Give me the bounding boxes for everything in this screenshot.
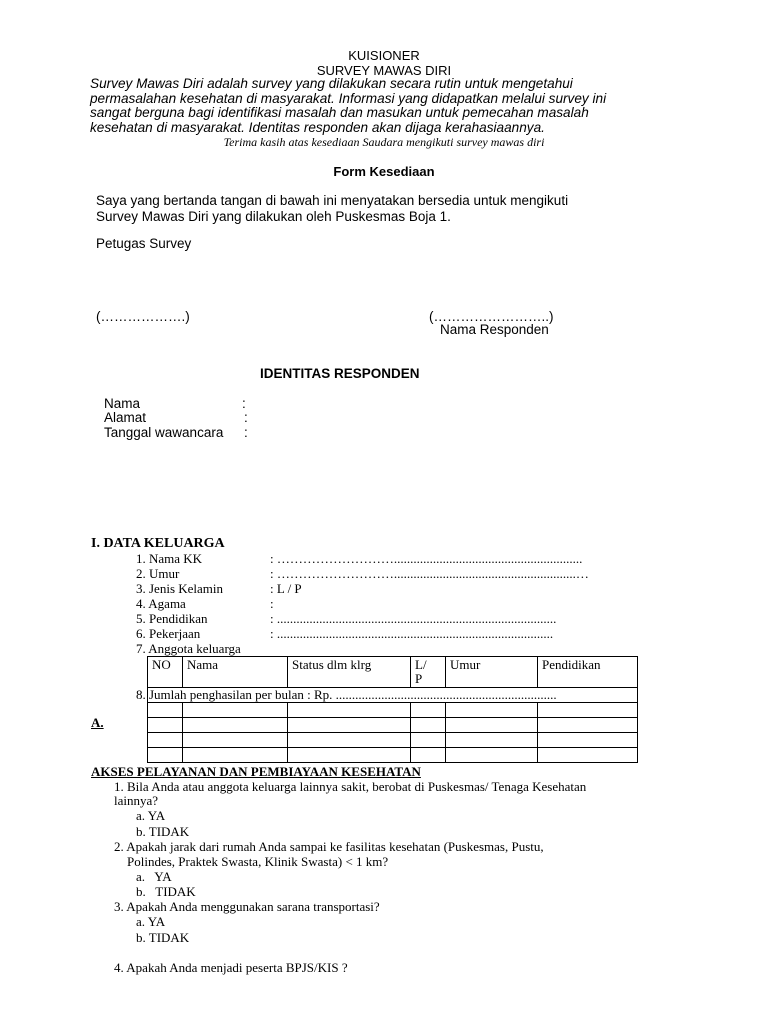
officer-signature-line: (……………….)	[96, 309, 190, 324]
table-cell[interactable]	[288, 733, 411, 748]
family-item-value: : ......................................................................................	[270, 611, 557, 626]
table-cell[interactable]	[183, 748, 288, 763]
column-header-pendidikan: Pendidikan	[538, 657, 638, 688]
family-members-label: 7. Anggota keluarga	[136, 641, 241, 656]
question-3-option-tidak: b. TIDAK	[136, 930, 190, 945]
table-header-row	[148, 657, 638, 688]
table-cell[interactable]	[446, 748, 538, 763]
table-cell[interactable]	[411, 748, 446, 763]
respondent-name-label: Nama Responden	[440, 322, 549, 337]
section-marker: A.	[91, 715, 104, 730]
table-row	[148, 718, 638, 733]
table-cell[interactable]	[411, 703, 446, 718]
consent-heading: Form Kesediaan	[333, 164, 435, 179]
column-header-jk: L/ P	[411, 657, 446, 688]
intro-line: Survey Mawas Diri adalah survey yang dilakukan secara rutin untuk mengetahui	[90, 76, 573, 91]
question-4-line: 4. Apakah Anda menjadi peserta BPJS/KIS ?	[114, 960, 348, 975]
table-row	[148, 733, 638, 748]
thanks-note: Terima kasih atas kesediaan Saudara mengikuti survey mawas diri	[223, 135, 545, 149]
table-cell[interactable]	[411, 733, 446, 748]
question-1-option-ya: a. YA	[136, 808, 166, 823]
family-heading: I. DATA KELUARGA	[91, 536, 225, 551]
family-item-label: 4. Agama	[136, 596, 186, 611]
identity-heading: IDENTITAS RESPONDEN	[260, 366, 420, 381]
consent-statement	[96, 193, 568, 225]
table-cell[interactable]	[538, 703, 638, 718]
table-cell[interactable]	[446, 703, 538, 718]
intro-line: sangat berguna bagi identifikasi masalah dan masukan untuk pemecahan masalah	[90, 105, 589, 120]
family-item-value: : ………………………..........................................................	[270, 551, 583, 566]
question-2-line: Polindes, Praktek Swasta, Klinik Swasta) < 1 km?	[127, 854, 389, 869]
table-cell[interactable]	[446, 718, 538, 733]
consent-line: Survey Mawas Diri yang dilakukan oleh Puskesmas Boja 1.	[96, 209, 451, 224]
intro-line: kesehatan di masyarakat. Identitas responden akan dijaga kerahasiaannya.	[90, 119, 545, 135]
identity-colon: :	[242, 396, 246, 411]
column-header-nama: Nama	[183, 657, 288, 688]
question-2-line: 2. Apakah jarak dari rumah Anda sampai ke fasilitas kesehatan (Puskesmas, Pustu,	[114, 839, 544, 854]
question-1-line: 1. Bila Anda atau anggota keluarga lainnya sakit, berobat di Puskesmas/ Tenaga Kesehatan	[114, 779, 587, 794]
question-1-option-tidak: b. TIDAK	[136, 824, 190, 839]
identity-label-alamat: Alamat	[104, 410, 147, 425]
family-item-label: 6. Pekerjaan	[136, 626, 201, 641]
document-subtitle: SURVEY MAWAS DIRI	[316, 63, 452, 78]
intro-line: permasalahan kesehatan di masyarakat. Informasi yang didapatkan melalui survey ini	[90, 90, 607, 106]
column-header-no: NO	[148, 657, 183, 688]
family-item-value: : .....................................................................................	[270, 626, 554, 641]
family-item-label: 3. Jenis Kelamin	[136, 581, 224, 596]
table-cell[interactable]	[136, 687, 638, 703]
table-cell[interactable]	[148, 703, 183, 718]
family-item-value: :	[270, 596, 274, 611]
family-item-label: 5. Pendidikan	[136, 611, 208, 626]
table-cell[interactable]	[183, 703, 288, 718]
family-item-label: 2. Umur	[136, 566, 180, 581]
intro-paragraph	[90, 77, 606, 135]
column-header-umur: Umur	[446, 657, 538, 688]
table-cell[interactable]	[411, 718, 446, 733]
family-members-table	[136, 656, 638, 763]
table-row	[148, 748, 638, 763]
family-item-value: : ………………………........................................................…	[270, 566, 589, 581]
question-3-line: 3. Apakah Anda menggunakan sarana transportasi?	[114, 899, 380, 914]
table-row	[148, 703, 638, 718]
identity-label-nama: Nama	[104, 396, 141, 411]
question-1-line: lainnya?	[114, 793, 159, 808]
question-2-option-tidak: b. TIDAK	[136, 884, 196, 899]
table-cell[interactable]	[148, 733, 183, 748]
family-item-label: 1. Nama KK	[136, 551, 203, 566]
family-item-value: : L / P	[270, 581, 302, 596]
table-cell[interactable]	[288, 748, 411, 763]
table-cell[interactable]	[288, 718, 411, 733]
officer-label: Petugas Survey	[96, 236, 192, 251]
identity-colon: :	[244, 425, 248, 440]
table-cell[interactable]	[538, 748, 638, 763]
table-cell[interactable]	[148, 748, 183, 763]
table-cell[interactable]	[538, 733, 638, 748]
table-cell[interactable]	[288, 703, 411, 718]
consent-line: Saya yang bertanda tangan di bawah ini menyatakan bersedia untuk mengikuti	[96, 193, 569, 208]
identity-label-tanggal: Tanggal wawancara	[104, 425, 224, 440]
question-3-option-ya: a. YA	[136, 914, 166, 929]
table-cell[interactable]	[538, 718, 638, 733]
health-access-heading: AKSES PELAYANAN DAN PEMBIAYAAN KESEHATAN	[91, 764, 421, 779]
column-header-status: Status dlm klrg	[288, 657, 411, 688]
question-2-option-ya: a. YA	[136, 869, 172, 884]
table-cell[interactable]	[446, 733, 538, 748]
identity-colon: :	[244, 410, 248, 425]
table-cell[interactable]	[183, 718, 288, 733]
document-title: KUISIONER	[348, 48, 420, 63]
table-cell[interactable]	[183, 733, 288, 748]
respondent-signature-line: (……………………..)	[429, 309, 554, 324]
income-line: 8. Jumlah penghasilan per bulan : Rp. ....................................................................	[136, 687, 557, 702]
table-row	[148, 688, 638, 703]
table-cell[interactable]	[148, 718, 183, 733]
